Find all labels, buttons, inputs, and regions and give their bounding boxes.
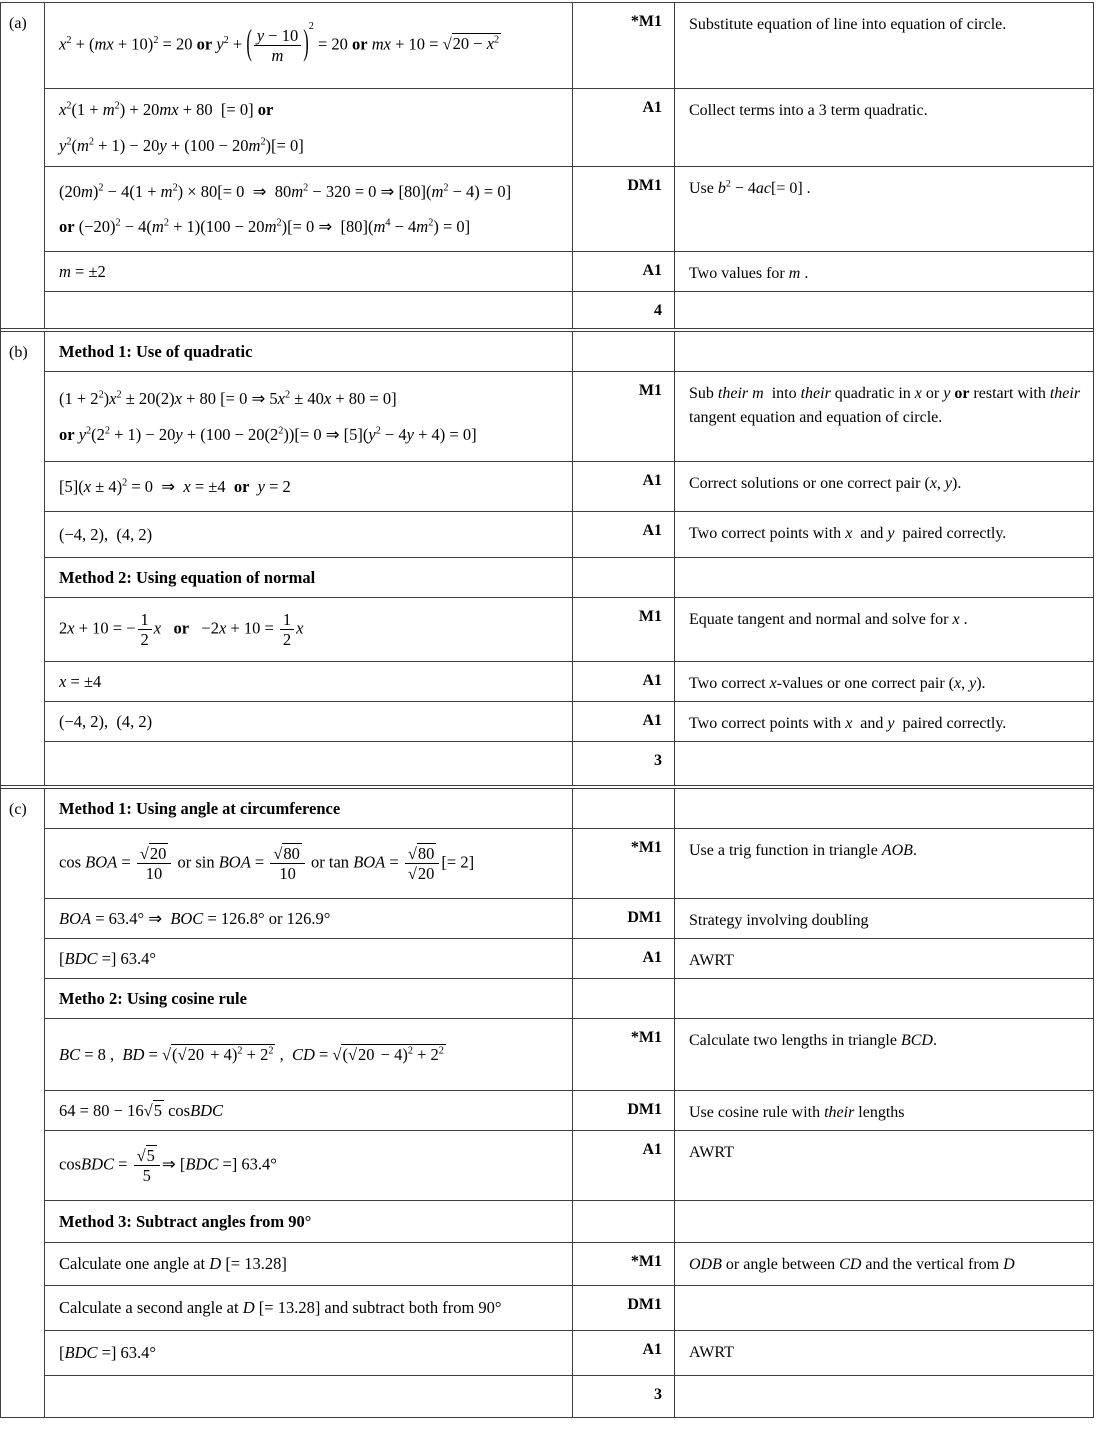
working-cell: $x^2(1 + m^2) + 20mx + 80$ [= 0] or $y^2(m^2 + 1) - 20y + (100 - 20m^2)[= 0]$ xyxy=(45,89,573,167)
marker-note: Two correct x-values or one correct pair (x, y). xyxy=(675,662,1094,702)
working-cell xyxy=(45,1376,573,1418)
marker-note: Equate tangent and normal and solve for x . xyxy=(675,598,1094,662)
working-cell: (−4, 2), (4, 2) xyxy=(45,702,573,742)
table-row xyxy=(1,829,1094,899)
table-body xyxy=(1,3,1094,1418)
table-row xyxy=(1,1243,1094,1286)
marker-note: Sub their m into their quadratic in x or y or restart with their tangent equation and equation of circle. xyxy=(675,372,1094,462)
mark-code xyxy=(573,1201,675,1243)
mark-code: A1 xyxy=(573,512,675,558)
table-row xyxy=(1,1201,1094,1243)
mark-code: DM1 xyxy=(573,167,675,252)
table-row xyxy=(1,512,1094,558)
mark-code: *M1 xyxy=(573,829,675,899)
mark-code: *M1 xyxy=(573,1243,675,1286)
working-cell: m = ±2 xyxy=(45,252,573,292)
part-label: (b) xyxy=(1,332,45,786)
mark-code: A1 xyxy=(573,462,675,512)
table-row xyxy=(1,899,1094,939)
working-cell: Calculate one angle at D [= 13.28] xyxy=(45,1243,573,1286)
part-label: (c) xyxy=(1,789,45,1418)
working-cell: $[5](x \pm 4)^2 = 0$ ⇒ x = ±4 or y = 2 xyxy=(45,462,573,512)
method-header: Method 2: Using equation of normal xyxy=(45,558,573,598)
mark-code xyxy=(573,979,675,1019)
part-label: (a) xyxy=(1,3,45,329)
mark-code: DM1 xyxy=(573,1091,675,1131)
mark-code: A1 xyxy=(573,662,675,702)
marker-note: Two values for m . xyxy=(675,252,1094,292)
table-row xyxy=(1,1331,1094,1376)
mark-code: M1 xyxy=(573,372,675,462)
marker-note: Collect terms into a 3 term quadratic. xyxy=(675,89,1094,167)
table-row xyxy=(1,598,1094,662)
marker-note: Calculate two lengths in triangle BCD. xyxy=(675,1019,1094,1091)
table-row xyxy=(1,462,1094,512)
mark-scheme-table xyxy=(0,2,1094,1418)
table-row xyxy=(1,1091,1094,1131)
table-row xyxy=(1,979,1094,1019)
mark-code xyxy=(573,558,675,598)
table-row xyxy=(1,742,1094,786)
table-row xyxy=(1,662,1094,702)
marker-note: Strategy involving doubling xyxy=(675,899,1094,939)
marker-note: AWRT xyxy=(675,939,1094,979)
table-row xyxy=(1,252,1094,292)
marker-note: Correct solutions or one correct pair (x, y). xyxy=(675,462,1094,512)
working-cell: (−4, 2), (4, 2) xyxy=(45,512,573,558)
table-row xyxy=(1,89,1094,167)
mark-code: *M1 xyxy=(573,3,675,89)
mark-code: A1 xyxy=(573,252,675,292)
mark-code xyxy=(573,789,675,829)
marker-note xyxy=(675,1201,1094,1243)
table-row xyxy=(1,332,1094,372)
table-row xyxy=(1,702,1094,742)
mark-code: DM1 xyxy=(573,1286,675,1331)
marker-note: Two correct points with x and y paired correctly. xyxy=(675,512,1094,558)
marker-note: Use cosine rule with their lengths xyxy=(675,1091,1094,1131)
marker-note xyxy=(675,292,1094,329)
marker-note xyxy=(675,558,1094,598)
working-cell: cosBDC = $\frac{√5}{5}$ ⇒ [BDC =] 63.4° xyxy=(45,1131,573,1201)
marker-note: AWRT xyxy=(675,1331,1094,1376)
marker-note xyxy=(675,1376,1094,1418)
total-marks: 3 xyxy=(573,742,675,786)
method-header: Metho 2: Using cosine rule xyxy=(45,979,573,1019)
mark-code xyxy=(573,332,675,372)
mark-code: A1 xyxy=(573,939,675,979)
working-cell: x = ±4 xyxy=(45,662,573,702)
marker-note xyxy=(675,789,1094,829)
working-cell: [BDC =] 63.4° xyxy=(45,1331,573,1376)
mark-code: A1 xyxy=(573,89,675,167)
working-cell: cos BOA = $\frac{√20}{10}$ or sin BOA = $\frac{√80}{10}$ or tan BOA = $\frac{√80}{√20}$ [= 2] xyxy=(45,829,573,899)
method-header: Method 1: Use of quadratic xyxy=(45,332,573,372)
table-row xyxy=(1,1286,1094,1331)
working-cell: [BDC =] 63.4° xyxy=(45,939,573,979)
table-row xyxy=(1,1131,1094,1201)
table-row xyxy=(1,939,1094,979)
working-cell xyxy=(45,742,573,786)
working-cell: Calculate a second angle at D [= 13.28] and subtract both from 90° xyxy=(45,1286,573,1331)
mark-code: A1 xyxy=(573,702,675,742)
marker-note xyxy=(675,332,1094,372)
mark-code: M1 xyxy=(573,598,675,662)
total-marks: 3 xyxy=(573,1376,675,1418)
working-cell: 2x + 10 = − $\frac{1}{2}$ x or −2x + 10 = $\frac{1}{2}$ x xyxy=(45,598,573,662)
table-row xyxy=(1,1019,1094,1091)
table-row xyxy=(1,167,1094,252)
marker-note: Use $b^2 - 4ac[= 0]$ . xyxy=(675,167,1094,252)
marker-note xyxy=(675,742,1094,786)
method-header: Method 1: Using angle at circumference xyxy=(45,789,573,829)
marker-note: ODB or angle between CD and the vertical from D xyxy=(675,1243,1094,1286)
working-cell: $(20m)^2 - 4(1 + m^2) \times 80[= 0$ ⇒ $80m^2 - 320 = 0$ ⇒ $[80](m^2 - 4) = 0$] or $(-20)^2 - 4(m^2 + 1)(100 - 20m^2)[= 0$ ⇒ $[80](m^4 - 4m^2) = 0$] xyxy=(45,167,573,252)
mark-code: DM1 xyxy=(573,899,675,939)
working-cell: $(1 + 2^2)x^2 \pm 20(2)x + 80$ [= 0 ⇒ $5x^2 \pm 40x + 80 = 0$] or $y^2(2^2 + 1) - 20y + (100 - 20(2^2))[= 0$ ⇒ $[5](y^2 - 4y + 4) = 0$] xyxy=(45,372,573,462)
mark-code: A1 xyxy=(573,1331,675,1376)
mark-code: *M1 xyxy=(573,1019,675,1091)
marker-note xyxy=(675,979,1094,1019)
marker-note: Substitute equation of line into equation of circle. xyxy=(675,3,1094,89)
working-cell: BC = 8 , BD = $√(√20 + 4)^2 + 2^2$ , CD = $√(√20 - 4)^2 + 2^2$ xyxy=(45,1019,573,1091)
table-row xyxy=(1,558,1094,598)
table-row xyxy=(1,372,1094,462)
mark-code: A1 xyxy=(573,1131,675,1201)
working-cell: 64 = 80 − 16√5 cosBDC xyxy=(45,1091,573,1131)
table-row xyxy=(1,292,1094,329)
method-header: Method 3: Subtract angles from 90° xyxy=(45,1201,573,1243)
table-row xyxy=(1,3,1094,89)
working-cell: BOA = 63.4° ⇒ BOC = 126.8° or 126.9° xyxy=(45,899,573,939)
marker-note: Two correct points with x and y paired correctly. xyxy=(675,702,1094,742)
working-cell: $x^2 + (mx + 10)^2 = 20$ or $y^2$ + ( $\frac{y - 10}{m}$ )$^2$ = 20 or mx + $10 = √20 - x^2$ xyxy=(45,3,573,89)
table-row xyxy=(1,789,1094,829)
total-marks: 4 xyxy=(573,292,675,329)
marker-note: Use a trig function in triangle AOB. xyxy=(675,829,1094,899)
working-cell xyxy=(45,292,573,329)
marker-note: AWRT xyxy=(675,1131,1094,1201)
table-row xyxy=(1,1376,1094,1418)
marker-note xyxy=(675,1286,1094,1331)
